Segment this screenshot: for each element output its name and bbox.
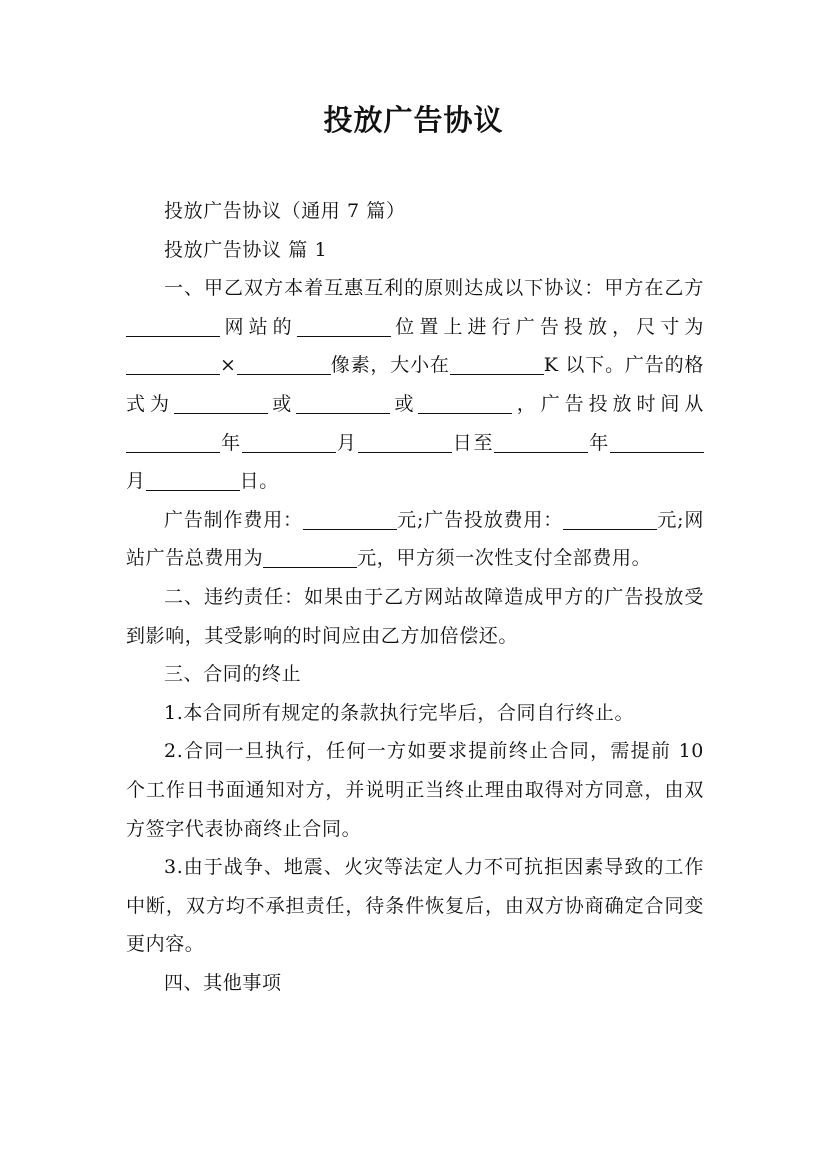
clause-1-text-m: 年 xyxy=(588,431,611,454)
paragraph-clause-1 xyxy=(126,269,704,501)
blank-field xyxy=(237,355,331,375)
fees-text-d: 元，甲方须一次性支付全部费用。 xyxy=(357,547,652,570)
clause-1-text-e: 像素，大小在 xyxy=(330,354,450,377)
fees-text-b: 元;广告投放费用： xyxy=(396,508,564,531)
blank-field xyxy=(296,394,390,414)
clause-1-text-d: × xyxy=(220,354,237,377)
blank-field xyxy=(303,510,397,530)
clause-1-text-b: 网站的 xyxy=(220,315,297,338)
fees-text-c: 元;网站广告总费用为 xyxy=(126,508,704,570)
clause-1-text-l: 日至 xyxy=(451,431,495,454)
blank-field xyxy=(358,433,452,453)
blank-field xyxy=(610,433,704,453)
paragraph-termination-heading: 三、合同的终止 xyxy=(164,663,302,686)
blank-field xyxy=(126,433,220,453)
paragraph-subtitle: 投放广告协议（通用 7 篇） xyxy=(164,200,406,222)
paragraph-other-heading: 四、其他事项 xyxy=(164,971,282,994)
clause-1-text-o: 日。 xyxy=(239,470,279,493)
clause-1-text-c: 位置上进行广告投放，尺寸为 xyxy=(390,315,704,338)
blank-field xyxy=(450,355,544,375)
blank-field xyxy=(263,548,357,568)
fees-text-a: 广告制作费用： xyxy=(164,508,303,531)
clause-1-text-j: 年 xyxy=(220,431,242,454)
blank-field xyxy=(126,355,220,375)
clause-1-text-n: 月 xyxy=(126,470,146,493)
paragraph-termination-1: 1.本合同所有规定的条款执行完毕后，合同自行终止。 xyxy=(164,701,635,724)
blank-field xyxy=(126,317,220,337)
blank-field xyxy=(174,394,268,414)
blank-field xyxy=(494,433,588,453)
blank-field xyxy=(242,433,336,453)
paragraph-termination-3: 3.由于战争、地震、火灾等法定人力不可抗拒因素导致的工作中断，双方均不承担责任，待条件恢复后，由双方协商确定合同变更内容。 xyxy=(126,856,704,956)
clause-1-text-f: K 以下。广告的格式为 xyxy=(126,354,704,415)
clause-1-text-k: 月 xyxy=(335,431,358,454)
blank-field xyxy=(563,510,657,530)
clause-1-text-i: ，广告投放时间从 xyxy=(512,392,704,415)
paragraph-chapter-heading: 投放广告协议 篇 1 xyxy=(164,238,328,261)
clause-1-text-h: 或 xyxy=(390,392,419,415)
clause-1-text-g: 或 xyxy=(267,392,297,415)
blank-field xyxy=(146,471,240,491)
document-title: 投放广告协议 xyxy=(323,103,504,137)
clause-1-text-a: 一、甲乙双方本着互惠互利的原则达成以下协议：甲方在乙方 xyxy=(164,277,704,300)
blank-field xyxy=(418,394,512,414)
document-body xyxy=(126,192,704,1002)
blank-field xyxy=(297,317,391,337)
paragraph-termination-2: 2.合同一旦执行，任何一方如要求提前终止合同，需提前 10 个工作日书面通知对方，并说明正当终止理由取得对方同意，由双方签字代表协商终止合同。 xyxy=(126,740,704,840)
paragraph-fees xyxy=(126,501,704,578)
paragraph-liability: 二、违约责任：如果由于乙方网站故障造成甲方的广告投放受到影响，其受影响的时间应由乙方加倍偿还。 xyxy=(126,585,704,647)
